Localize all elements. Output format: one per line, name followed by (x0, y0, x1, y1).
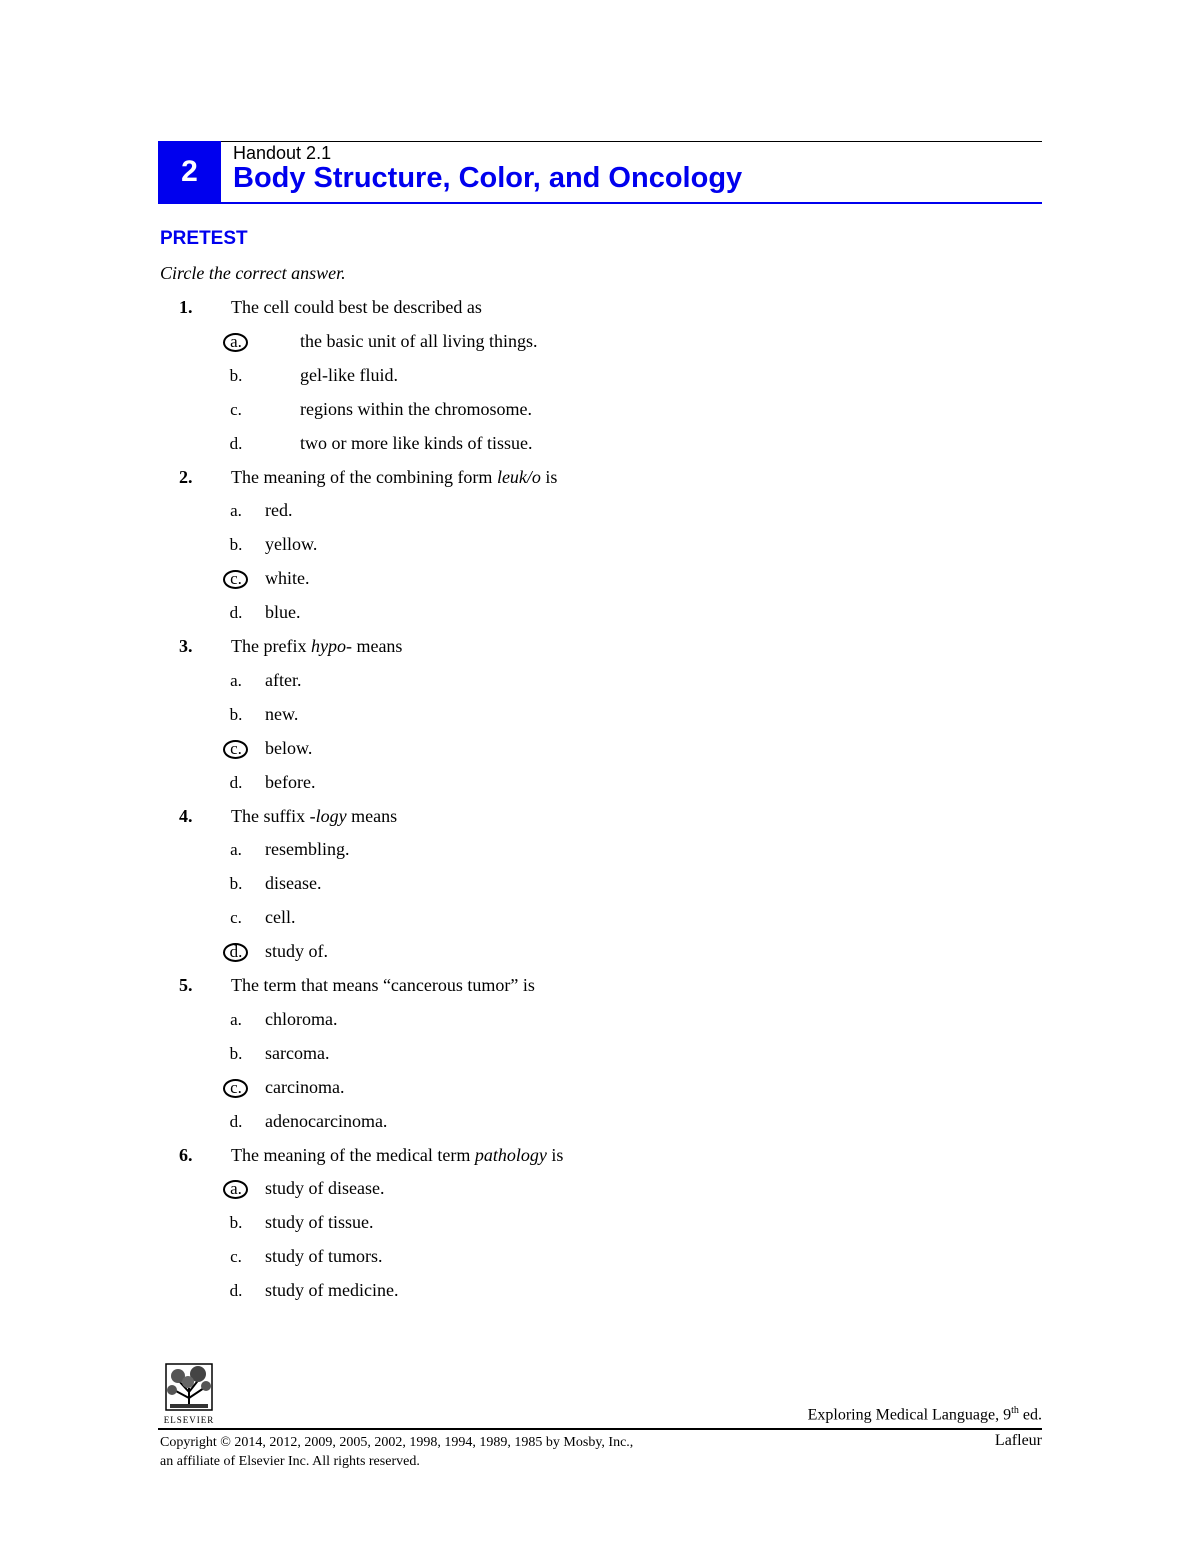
option-letter[interactable]: a. (230, 1009, 242, 1029)
question-number: 1. (179, 297, 193, 317)
option-letter[interactable]: d. (229, 1281, 243, 1301)
option-text[interactable]: regions within the chromosome. (300, 398, 532, 419)
option-letter[interactable]: d. (229, 433, 243, 453)
copyright-line-1: Copyright © 2014, 2012, 2009, 2005, 2002, 1998, 1994, 1989, 1985 by Mosby, Inc., (160, 1435, 634, 1450)
option-text[interactable]: cell. (265, 907, 296, 928)
question-post: means (351, 636, 403, 656)
option-text[interactable]: resembling. (265, 839, 350, 860)
option-letter[interactable]: c. (230, 908, 242, 928)
option-letter[interactable]: c. (230, 738, 242, 758)
answer-circle-mark (223, 943, 248, 962)
option-letter[interactable]: d. (229, 1111, 243, 1131)
option-letter[interactable]: b. (229, 874, 243, 894)
option-text[interactable]: two or more like kinds of tissue. (300, 432, 533, 453)
option-text[interactable]: study of medicine. (265, 1280, 399, 1301)
question-number: 6. (179, 1144, 193, 1165)
option-letter[interactable]: b. (229, 1213, 243, 1233)
question-post: means (346, 805, 398, 826)
option-text[interactable]: white. (265, 568, 310, 589)
question-term: hypo- (310, 636, 352, 656)
question-term: pathology (474, 1144, 547, 1165)
option-text[interactable]: after. (265, 669, 302, 690)
book-title-main: Exploring Medical Language, 9 (807, 1406, 1012, 1424)
question-pre: The suffix (231, 805, 310, 826)
book-title (808, 1405, 1042, 1424)
option-text[interactable]: carcinoma. (265, 1076, 345, 1097)
option-text[interactable]: new. (265, 703, 299, 724)
option-text[interactable]: below. (265, 737, 313, 758)
option-letter[interactable]: c. (230, 569, 242, 589)
option-letter[interactable]: a. (230, 670, 242, 690)
question-number: 5. (179, 975, 193, 995)
question-number: 3. (179, 636, 193, 656)
option-letter[interactable]: b. (229, 704, 243, 724)
publisher-logo-text: ELSEVIER (163, 1415, 215, 1425)
question-term: -logy (309, 805, 347, 826)
question-pre: The prefix (231, 636, 311, 656)
question-text (231, 806, 397, 827)
option-letter[interactable]: d. (229, 942, 243, 962)
header-top-rule (158, 141, 1042, 142)
option-letter[interactable]: a. (230, 331, 242, 351)
option-letter[interactable]: c. (230, 1077, 242, 1097)
option-letter[interactable]: a. (230, 840, 242, 860)
option-letter[interactable]: a. (230, 1179, 242, 1199)
option-text[interactable]: study of tissue. (265, 1212, 374, 1233)
copyright-notice (160, 1433, 633, 1471)
option-text[interactable]: chloroma. (265, 1008, 338, 1029)
option-letter[interactable]: b. (229, 535, 243, 555)
question-text (231, 297, 482, 318)
option-text[interactable]: the basic unit of all living things. (300, 330, 538, 351)
instruction-text: Circle the correct answer. (160, 263, 346, 283)
answer-circle-mark (223, 333, 248, 352)
question-text (231, 975, 535, 996)
answer-circle-mark (223, 1079, 248, 1098)
option-text[interactable]: disease. (265, 873, 322, 894)
option-text[interactable]: sarcoma. (265, 1042, 330, 1063)
author-name: Lafleur (994, 1432, 1042, 1449)
option-letter[interactable]: b. (229, 365, 243, 385)
chapter-number-badge (158, 141, 221, 203)
section-title: PRETEST (160, 228, 248, 249)
question-text (231, 1145, 563, 1166)
option-text[interactable]: study of tumors. (265, 1246, 383, 1267)
elsevier-logo-icon (160, 1362, 218, 1426)
option-text[interactable]: yellow. (265, 534, 318, 555)
question-number: 2. (179, 466, 193, 487)
question-text (231, 636, 402, 657)
question-pre: The meaning of the medical term (231, 1144, 475, 1165)
option-letter[interactable]: c. (230, 399, 242, 419)
header-bottom-rule (158, 202, 1042, 204)
question-post: is (546, 1144, 564, 1165)
copyright-line-2: an affiliate of Elsevier Inc. All rights reserved. (160, 1454, 420, 1469)
option-letter[interactable]: d. (229, 772, 243, 792)
question-post: is (540, 466, 558, 487)
option-letter[interactable]: c. (230, 1247, 242, 1267)
page-title: Body Structure, Color, and Oncology (233, 162, 743, 194)
option-letter[interactable]: d. (229, 603, 243, 623)
handout-label: Handout 2.1 (233, 143, 332, 163)
book-title-end: ed. (1018, 1406, 1042, 1424)
question-pre: The meaning of the combining form (231, 466, 497, 487)
option-letter[interactable]: a. (230, 501, 242, 521)
option-text[interactable]: gel-like fluid. (300, 364, 398, 385)
option-text[interactable]: before. (265, 771, 316, 792)
option-text[interactable]: blue. (265, 602, 301, 623)
question-pre: The term that means “cancerous tumor” is (231, 975, 535, 995)
option-text[interactable]: red. (265, 500, 293, 521)
question-term: leuk/o (496, 466, 541, 487)
option-text[interactable]: study of disease. (265, 1178, 385, 1199)
question-pre: The cell could best be described as (231, 297, 482, 317)
answer-circle-mark (223, 740, 248, 759)
option-text[interactable]: adenocarcinoma. (265, 1110, 388, 1131)
option-text[interactable]: study of. (265, 941, 328, 962)
footer-rule (158, 1428, 1042, 1430)
question-number: 4. (179, 805, 193, 826)
question-text (231, 467, 557, 488)
book-title-edition-suffix: th (1011, 1405, 1019, 1416)
chapter-number: 2 (181, 155, 198, 188)
option-letter[interactable]: b. (229, 1043, 243, 1063)
